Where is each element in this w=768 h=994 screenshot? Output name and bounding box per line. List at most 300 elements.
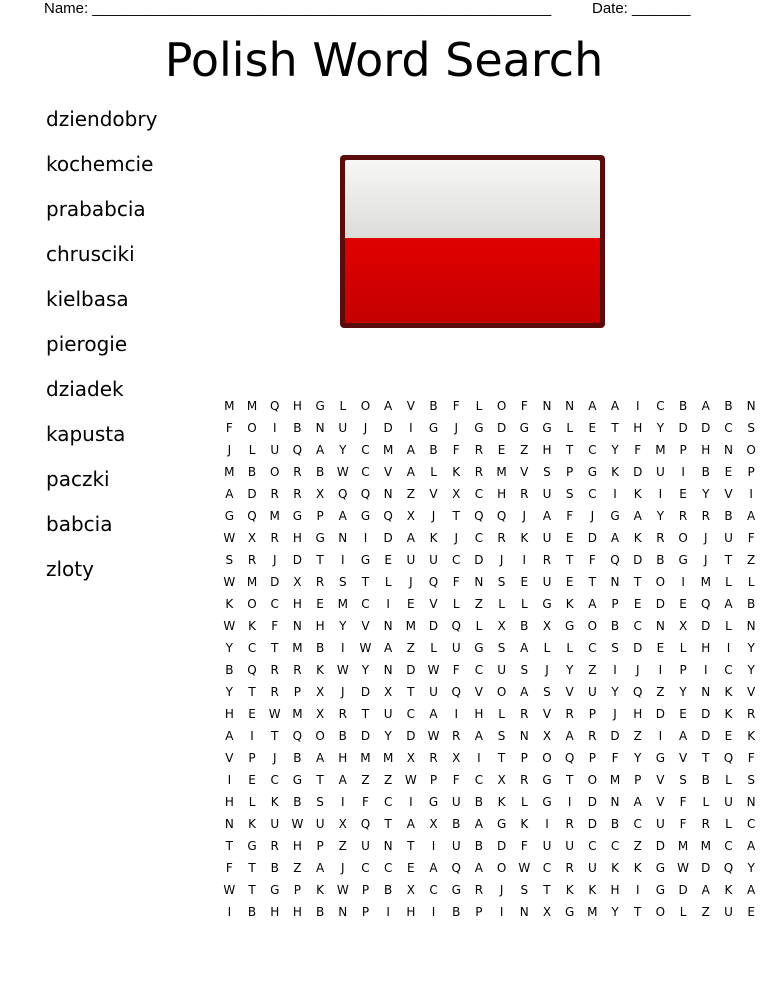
grid-letter: L (679, 641, 687, 655)
grid-letter: Y (702, 487, 710, 501)
grid-letter: G (474, 421, 484, 435)
grid-letter: O (496, 399, 507, 413)
grid-letter: G (247, 839, 257, 853)
grid-letter: D (633, 641, 643, 655)
grid-letter: M (382, 443, 394, 457)
grid-letter: X (452, 751, 461, 765)
grid-letter: L (702, 795, 710, 809)
grid-letter: E (679, 487, 687, 501)
grid-letter: S (543, 465, 551, 479)
grid-letter: I (522, 553, 527, 567)
grid-letter: B (452, 817, 461, 831)
grid-letter: I (363, 531, 368, 545)
grid-letter: A (588, 399, 597, 413)
grid-letter: Y (611, 685, 619, 699)
grid-letter: R (474, 443, 484, 457)
grid-letter: T (452, 509, 460, 523)
grid-letter: E (724, 465, 733, 479)
grid-letter: A (384, 399, 393, 413)
grid-letter: P (361, 905, 370, 919)
grid-letter: X (542, 729, 552, 743)
flag-red-stripe (345, 238, 600, 323)
grid-letter: B (452, 905, 461, 919)
grid-letter: Q (451, 619, 461, 633)
grid-letter: Z (293, 861, 302, 875)
grid-letter: J (272, 751, 277, 765)
grid-letter: N (383, 487, 393, 501)
grid-letter: G (519, 421, 529, 435)
grid-letter: D (701, 729, 711, 743)
grid-letter: D (406, 663, 416, 677)
grid-letter: A (701, 399, 710, 413)
grid-letter: R (474, 883, 484, 897)
grid-letter: M (700, 575, 711, 589)
grid-letter: P (475, 905, 483, 919)
grid-letter: L (452, 597, 460, 611)
grid-letter: H (633, 707, 643, 721)
grid-letter: E (520, 575, 529, 589)
grid-letter: D (428, 619, 439, 633)
grid-letter: M (292, 641, 303, 655)
grid-letter: E (248, 707, 256, 721)
grid-letter: M (700, 839, 711, 853)
grid-letter: K (633, 487, 642, 501)
grid-letter: T (565, 443, 574, 457)
grid-letter: B (610, 619, 620, 633)
grid-letter: Q (360, 817, 371, 831)
grid-letter: X (406, 883, 415, 897)
grid-letter: G (542, 795, 552, 809)
grid-letter: Y (339, 619, 347, 633)
word-list-item: kochemcie (46, 152, 154, 176)
grid-letter: U (270, 817, 280, 831)
grid-letter: F (225, 421, 233, 435)
grid-letter: G (270, 883, 280, 897)
grid-letter: Y (656, 421, 665, 435)
grid-letter: I (635, 399, 640, 413)
grid-letter: B (247, 905, 257, 919)
grid-letter: V (429, 487, 438, 501)
grid-letter: K (316, 663, 325, 677)
grid-letter: L (566, 421, 573, 435)
grid-letter: N (519, 905, 529, 919)
grid-letter: G (292, 773, 303, 787)
grid-letter: I (431, 839, 436, 853)
grid-letter: H (338, 751, 348, 765)
grid-letter: C (588, 641, 597, 655)
grid-letter: L (566, 641, 573, 655)
grid-letter: F (452, 399, 460, 413)
grid-letter: G (565, 619, 575, 633)
grid-letter: G (655, 883, 666, 897)
grid-letter: R (270, 839, 279, 853)
grid-letter: K (611, 465, 619, 479)
grid-letter: F (520, 839, 528, 853)
grid-letter: A (384, 641, 393, 655)
grid-letter: Q (496, 509, 507, 523)
grid-letter: W (268, 707, 281, 721)
grid-letter: E (656, 641, 665, 655)
grid-letter: T (361, 707, 370, 721)
grid-letter: U (565, 839, 575, 853)
grid-letter: J (454, 421, 458, 435)
grid-letter: B (429, 443, 438, 457)
grid-letter: W (223, 619, 236, 633)
grid-letter: C (383, 795, 393, 809)
grid-letter: F (452, 443, 460, 457)
grid-letter: V (361, 619, 370, 633)
grid-letter: T (248, 861, 256, 875)
grid-letter: O (247, 421, 257, 435)
grid-letter: K (611, 861, 619, 875)
grid-letter: M (224, 399, 235, 413)
grid-letter: O (746, 443, 756, 457)
grid-letter: G (678, 553, 688, 567)
grid-letter: X (247, 531, 257, 545)
grid-letter: C (724, 839, 733, 853)
grid-letter: C (610, 839, 620, 853)
grid-letter: I (499, 905, 504, 919)
grid-letter: I (386, 905, 390, 919)
grid-letter: A (633, 795, 642, 809)
grid-letter: S (747, 773, 755, 787)
grid-letter: S (747, 421, 755, 435)
grid-letter: E (565, 531, 574, 545)
grid-letter: X (542, 619, 552, 633)
grid-letter: A (429, 861, 438, 875)
grid-letter: U (587, 685, 597, 699)
grid-letter: E (407, 597, 415, 611)
grid-letter: M (405, 619, 417, 633)
grid-letter: R (429, 751, 438, 765)
grid-letter: C (724, 421, 733, 435)
grid-letter: L (543, 641, 551, 655)
grid-letter: L (248, 443, 256, 457)
grid-letter: T (316, 773, 324, 787)
grid-letter: G (428, 421, 439, 435)
grid-letter: K (588, 883, 597, 897)
grid-letter: D (633, 553, 643, 567)
grid-letter: I (227, 905, 232, 919)
grid-letter: G (565, 905, 575, 919)
poland-flag-image (340, 155, 605, 328)
grid-letter: I (454, 707, 458, 721)
grid-letter: S (611, 641, 619, 655)
grid-letter: O (655, 905, 666, 919)
grid-letter: Y (656, 509, 665, 523)
grid-letter: D (655, 707, 666, 721)
grid-letter: T (543, 883, 551, 897)
grid-letter: B (247, 465, 257, 479)
grid-letter: A (474, 861, 484, 875)
grid-letter: E (384, 553, 392, 567)
grid-letter: W (223, 575, 236, 589)
grid-letter: B (724, 399, 733, 413)
grid-letter: R (520, 773, 529, 787)
grid-letter: W (223, 531, 236, 545)
grid-letter: B (315, 641, 325, 655)
grid-letter: P (293, 685, 302, 699)
grid-letter: F (452, 575, 460, 589)
grid-letter: R (520, 707, 529, 721)
grid-letter: C (361, 597, 370, 611)
grid-letter: G (360, 509, 371, 523)
grid-letter: B (293, 795, 302, 809)
grid-letter: O (315, 729, 325, 743)
grid-letter: K (316, 883, 325, 897)
grid-letter: A (610, 399, 620, 413)
grid-letter: T (384, 817, 392, 831)
grid-letter: H (701, 443, 711, 457)
grid-letter: G (292, 509, 303, 523)
grid-letter: M (292, 707, 303, 721)
grid-letter: R (270, 663, 279, 677)
grid-letter: Q (383, 509, 393, 523)
grid-letter: N (519, 729, 529, 743)
grid-letter: A (406, 531, 415, 545)
grid-letter: E (407, 861, 415, 875)
grid-letter: U (406, 553, 416, 567)
grid-letter: C (361, 465, 370, 479)
grid-letter: I (431, 905, 436, 919)
grid-letter: Q (360, 487, 371, 501)
grid-letter: P (679, 443, 687, 457)
grid-letter: T (588, 575, 597, 589)
grid-letter: D (496, 839, 507, 853)
grid-letter: A (610, 531, 620, 545)
grid-letter: R (293, 487, 302, 501)
grid-letter: C (588, 487, 597, 501)
grid-letter: Q (610, 553, 620, 567)
grid-letter: I (386, 597, 390, 611)
grid-letter: M (224, 465, 235, 479)
grid-letter: I (613, 663, 617, 677)
grid-letter: H (542, 443, 552, 457)
grid-letter: R (588, 729, 597, 743)
grid-letter: C (474, 773, 484, 787)
grid-letter: N (315, 421, 325, 435)
grid-letter: J (590, 509, 595, 523)
grid-letter: E (588, 421, 597, 435)
grid-letter: B (656, 553, 665, 567)
grid-letter: B (520, 619, 529, 633)
grid-letter: S (543, 685, 551, 699)
grid-letter: N (383, 663, 393, 677)
grid-letter: F (452, 663, 460, 677)
date-field-label: Date: _______ (592, 0, 691, 17)
name-field-label: Name: _______________________________________________________ (44, 0, 552, 17)
grid-letter: V (678, 751, 688, 765)
grid-letter: I (341, 795, 345, 809)
grid-letter: E (497, 443, 506, 457)
grid-letter: S (497, 575, 506, 589)
grid-letter: X (406, 751, 415, 765)
grid-letter: U (724, 795, 733, 809)
grid-letter: E (724, 729, 733, 743)
grid-letter: U (542, 575, 552, 589)
grid-letter: W (291, 817, 304, 831)
grid-letter: S (520, 663, 529, 677)
grid-letter: U (270, 443, 280, 457)
grid-letter: B (338, 729, 347, 743)
grid-letter: O (587, 619, 598, 633)
grid-letter: Z (633, 839, 642, 853)
grid-letter: Y (611, 443, 619, 457)
grid-letter: P (293, 883, 302, 897)
grid-letter: V (656, 795, 665, 809)
word-list-item: zloty (46, 557, 94, 581)
grid-letter: X (315, 685, 325, 699)
grid-letter: X (497, 773, 506, 787)
grid-letter: B (747, 597, 756, 611)
grid-letter: K (633, 861, 642, 875)
grid-letter: S (565, 487, 574, 501)
grid-letter: U (451, 795, 461, 809)
grid-letter: U (429, 685, 438, 699)
grid-letter: T (611, 421, 619, 435)
grid-letter: A (315, 861, 325, 875)
grid-letter: R (497, 531, 506, 545)
grid-letter: R (247, 553, 257, 567)
grid-letter: K (452, 465, 461, 479)
grid-letter: A (747, 509, 756, 523)
grid-letter: M (677, 839, 689, 853)
grid-letter: Q (247, 509, 257, 523)
grid-letter: J (545, 663, 549, 677)
grid-letter: R (293, 663, 302, 677)
grid-letter: T (407, 839, 415, 853)
grid-letter: L (475, 619, 483, 633)
grid-letter: G (224, 509, 234, 523)
grid-letter: X (315, 487, 325, 501)
grid-letter: A (747, 883, 756, 897)
grid-letter: K (520, 817, 529, 831)
grid-letter: N (701, 685, 711, 699)
grid-letter: A (565, 729, 574, 743)
grid-letter: X (542, 905, 552, 919)
grid-letter: I (227, 773, 232, 787)
grid-letter: O (678, 531, 688, 545)
grid-letter: C (383, 861, 393, 875)
grid-letter: X (384, 685, 393, 699)
grid-letter: H (701, 641, 711, 655)
grid-letter: N (565, 399, 575, 413)
grid-letter: I (545, 817, 549, 831)
grid-letter: S (316, 795, 324, 809)
grid-letter: P (588, 707, 596, 721)
grid-letter: F (634, 443, 642, 457)
grid-letter: P (361, 883, 370, 897)
grid-letter: C (588, 443, 597, 457)
grid-letter: X (497, 619, 506, 633)
grid-letter: N (746, 399, 756, 413)
grid-letter: G (496, 817, 507, 831)
grid-letter: E (747, 905, 755, 919)
grid-letter: J (363, 421, 368, 435)
grid-letter: P (520, 751, 528, 765)
grid-letter: F (271, 619, 279, 633)
grid-letter: E (679, 597, 687, 611)
grid-letter: B (429, 399, 438, 413)
grid-letter: R (678, 509, 688, 523)
grid-letter: U (587, 861, 597, 875)
grid-letter: X (315, 707, 325, 721)
grid-letter: X (452, 487, 461, 501)
grid-letter: F (611, 751, 619, 765)
grid-letter: P (566, 465, 574, 479)
grid-letter: W (427, 663, 440, 677)
grid-letter: B (474, 839, 484, 853)
grid-letter: I (658, 729, 663, 743)
grid-letter: U (429, 553, 438, 567)
grid-letter: H (633, 421, 643, 435)
grid-letter: F (520, 399, 528, 413)
word-list-item: babcia (46, 512, 113, 536)
grid-letter: K (724, 883, 733, 897)
grid-letter: L (520, 597, 528, 611)
grid-letter: D (360, 729, 371, 743)
grid-letter: G (542, 773, 552, 787)
grid-letter: O (269, 465, 280, 479)
grid-letter: W (336, 465, 349, 479)
grid-letter: W (359, 641, 372, 655)
grid-letter: A (633, 509, 642, 523)
grid-letter: O (542, 751, 552, 765)
grid-letter: A (225, 487, 234, 501)
grid-letter: L (679, 905, 687, 919)
page-title: Polish Word Search (164, 33, 604, 87)
grid-letter: A (225, 729, 234, 743)
grid-letter: J (409, 575, 413, 589)
grid-letter: A (474, 817, 484, 831)
grid-letter: M (609, 773, 621, 787)
grid-letter: C (633, 619, 642, 633)
grid-letter: A (588, 597, 597, 611)
grid-letter: C (633, 817, 642, 831)
grid-letter: U (542, 839, 552, 853)
grid-letter: Q (564, 751, 575, 765)
grid-letter: R (565, 861, 574, 875)
grid-letter: A (429, 707, 438, 721)
grid-letter: K (724, 685, 733, 699)
grid-letter: N (655, 619, 665, 633)
grid-letter: K (270, 795, 279, 809)
grid-letter: P (611, 597, 619, 611)
grid-letter: B (474, 795, 484, 809)
grid-letter: S (497, 641, 506, 655)
grid-letter: Z (406, 641, 415, 655)
grid-letter: Q (269, 399, 280, 413)
grid-letter: K (520, 531, 529, 545)
grid-letter: C (474, 663, 484, 677)
flag-white-stripe (345, 160, 600, 238)
grid-letter: A (315, 443, 325, 457)
grid-letter: D (701, 421, 711, 435)
grid-letter: C (588, 839, 597, 853)
grid-letter: H (406, 905, 416, 919)
grid-letter: L (339, 399, 347, 413)
grid-letter: L (520, 795, 528, 809)
grid-letter: S (338, 575, 347, 589)
grid-letter: Y (679, 685, 687, 699)
grid-letter: Z (747, 553, 756, 567)
grid-letter: M (655, 443, 666, 457)
word-list-item: paczki (46, 467, 110, 491)
grid-letter: F (225, 861, 233, 875)
grid-letter: G (542, 421, 552, 435)
grid-letter: S (679, 773, 687, 787)
grid-letter: Q (428, 575, 439, 589)
